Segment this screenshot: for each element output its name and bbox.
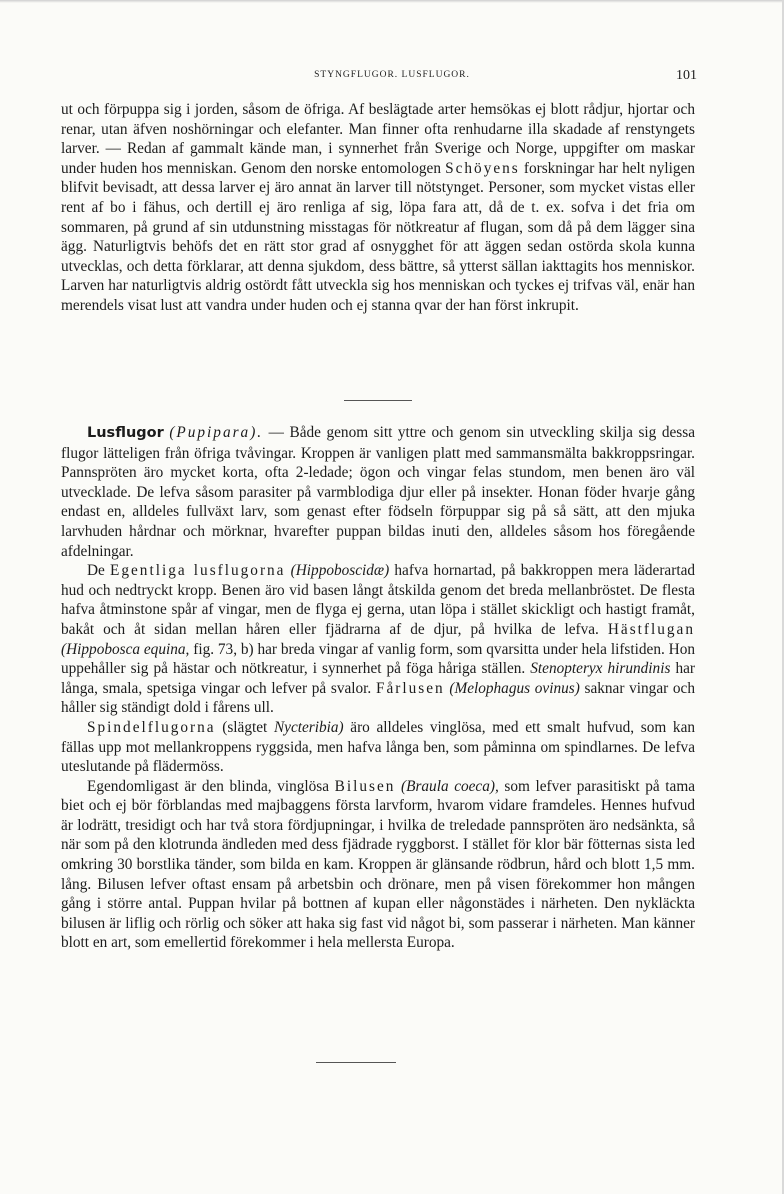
section-divider <box>344 400 412 401</box>
paragraph: De Egentliga lusflugorna (Hippoboscidæ) hafva hornartad, på bakkroppen mera läderartad hud och nedtryckt kropp. Benen äro vid basen långt åtskilda genom det breda mellanbröstet. De flesta hafva åtminstone spår af vingar, men de flyga ej gerna, utan löpa i stället skickligt och hastigt framåt, bakåt och åt sidan mellan håren eller fjädrarna af de djur, på hvilka de lefva. Hästflugan (Hippobosca equina, fig. 73, b) har breda vingar af vanlig form, som qvarsitta under hela lifstiden. Hon uppehåller sig på hästar och nötkreatur, i synnerhet på föga håriga ställen. Stenopteryx hirundinis har långa, smala, spetsiga vingar och lefver på svalor. Fårlusen (Melophagus ovinus) saknar vingar och håller sig ständigt dold i fårens ull. <box>61 562 696 717</box>
spaced-name: Schöyens <box>445 159 520 177</box>
paragraph: Spindelflugorna (slägtet Nycteribia) äro alldeles vinglösa, med ett smalt hufvud, som kan fällas upp mot mellankroppens ryggsida, men hafva långa ben, som påminna om spindlarnes. De lefva uteslutande på flädermöss. <box>61 718 696 776</box>
paragraph: Lusflugor (Pupipara). — Både genom sitt yttre och genom sin utveckling skilja sig dessa flugor lätteligen från öfriga tvåvingar. Kroppen är vanligen platt med sammansmälta bakkroppsringar. Pannspröten äro mycket korta, ofta 2-ledade; ögon och vingar felas stundom, men benen äro väl utvecklade. De lefva såsom parasiter på varmblodiga djur eller på insekter. Honan föder hvarje gång endast en, alldeles fullväxt larv, som genast efter födseln förpuppar sig på så sätt, att den mjuka larvhuden hårdnar och mörknar, hvarefter puppan bildas inuti den, alldeles såsom hos föregående afdelningar. <box>61 424 695 560</box>
section-heading: Lusflugor <box>87 425 164 441</box>
page-number: 101 <box>676 68 697 83</box>
heading-latin: (Pupipara). <box>169 424 264 441</box>
scan-edge-top <box>0 0 784 3</box>
paragraph: ut och förpuppa sig i jorden, såsom de öfriga. Af beslägtade arter hemsökas ej blott rådjur, hjortar och renar, utan äfven noshörningar och elefanter. Man finner ofta renhudarne illa skadade af renstyngets larver. — Redan af gammalt kände man, i synnerhet från Sverige och Norge, uppgifter om maskar under huden hos menniskan. Genom den norske entomologen Schöyens forskningar har helt nyligen blifvit bevisadt, att dessa larver ej äro annat än larver till nötstynget. Personer, som mycket vistas eller rent af bo i fähus, och dertill ej äro renliga af sig, löpa fara att, då de t. ex. sofva i det fria om sommaren, på grund af sin utdunstning misstagas för nötkreatur af flugan, som då på dem lägger sina ägg. Naturligtvis behöfs det en rätt stor grad af osnygghet för att äggen sedan ostörda skola kunna utvecklas, och detta förklarar, att denna sjukdom, dess bättre, så ytterst sällan iakttagits hos menniskor. Larven har naturligtvis aldrig ostördt fått utveckla sig hos menniskan och tyckes ej trifvas väl, enär han merendels visat lust att vandra under huden och ej stanna qvar der han först inkrupit. <box>61 101 696 314</box>
section-divider <box>316 1062 396 1063</box>
running-head: STYNGFLUGOR. LUSFLUGOR. <box>314 70 470 80</box>
paragraph: Egendomligast är den blinda, vinglösa Bilusen (Braula coeca), som lefver parasitiskt på tama biet och ej bör förblandas med majbaggens första larvform, hvarom vidare framdeles. Hennes hufvud är lodrätt, tresidigt och har två stora fördjupningar, i hvilka de treledade pannspröten äro nedsänkta, så när som på den klotrunda ändleden med dess fjädrade ryggborst. I stället för klor bär fötternas sista led omkring 30 borstlika tänder, som bilda en kam. Kroppen är glänsande rödbrun, hård och blott 1,5 mm. lång. Bilusen lefver oftast ensam på arbetsbin och drönare, men på visen förekommer hon mången gång i större antal. Puppan hvilar på bottnen af kupan eller någonstädes i närheten. Den nykläckta bilusen är liflig och rörlig och söker att haka sig fast vid något bi, som passerar i närheten. Man känner blott en art, som emellertid förekommer i hela mellersta Europa. <box>61 777 696 952</box>
lusflugor-section <box>61 423 695 953</box>
continued-section-text <box>61 100 695 316</box>
